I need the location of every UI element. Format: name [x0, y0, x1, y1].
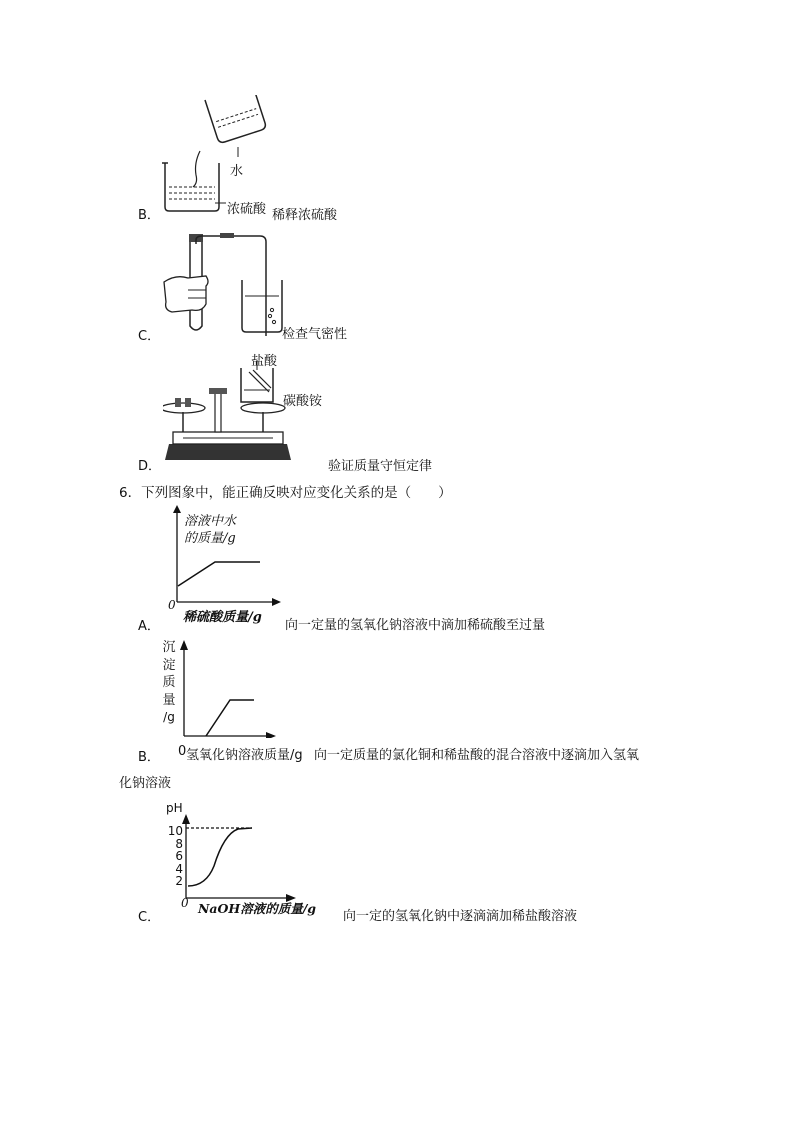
option-b-letter: B．: [138, 208, 160, 223]
caption-airtightness: 检查气密性: [282, 327, 348, 342]
graph-c-tick: 2: [175, 874, 183, 888]
label-conc-acid: 浓硫酸: [227, 202, 267, 217]
balance-illustration: [163, 360, 293, 468]
caption-option-b-line2: 化钠溶液: [119, 776, 172, 791]
graph-b-ylabel: [160, 639, 178, 727]
graph-c: [180, 810, 300, 902]
graph-c-origin: 0: [181, 896, 189, 910]
figure-c: [162, 228, 292, 336]
airtightness-illustration: [162, 228, 292, 336]
graph-b-svg: [178, 636, 278, 738]
graph-c-tick: 6: [175, 849, 183, 863]
graph-c-curve: [188, 828, 252, 886]
graph-b-x-arrow: [266, 732, 276, 738]
question-6-stem: 6．下列图象中，能正确反映对应变化关系的是（ ）: [119, 485, 452, 501]
option-b-letter-q6: B．: [138, 750, 160, 765]
caption-option-a: 向一定量的氢氧化钠溶液中滴加稀硫酸至过量: [285, 618, 546, 633]
graph-b-y-arrow: [180, 640, 188, 650]
graph-a-xlabel: 稀硫酸质量/g: [183, 610, 262, 625]
graph-b-origin: 0: [178, 744, 187, 759]
caption-dilute-acid: 稀释浓硫酸: [272, 208, 338, 223]
option-c-letter-q6: C．: [138, 910, 161, 925]
graph-c-xlabel: NaOH溶液的质量/g: [198, 901, 317, 916]
option-c-letter-top: C．: [138, 329, 161, 344]
graph-a-x-arrow: [272, 598, 281, 606]
graph-b-ylabel-char: 量: [162, 692, 176, 708]
graph-c-svg: [180, 810, 300, 902]
option-d-letter: D．: [138, 459, 162, 474]
graph-b-xlabel: 氢氧化钠溶液质量/g: [186, 748, 303, 763]
caption-mass-conservation: 验证质量守恒定律: [328, 459, 433, 474]
label-hydrochloric-acid: 盐酸: [251, 354, 278, 369]
label-water: 水: [230, 164, 244, 179]
graph-a-y-arrow: [173, 505, 181, 513]
option-a-letter: A．: [138, 619, 160, 634]
graph-c-tick: 10: [167, 824, 183, 838]
graph-a-origin: 0: [168, 598, 176, 612]
graph-c-tick: 4: [175, 861, 183, 876]
label-ammonium-carbonate: 碳酸铵: [283, 394, 323, 409]
caption-option-c: 向一定的氢氧化钠中逐滴滴加稀盐酸溶液: [343, 909, 578, 924]
graph-a-curve: [178, 562, 260, 586]
graph-b: [178, 636, 278, 738]
graph-b-curve: [206, 700, 254, 736]
graph-a-ylabel-line2: 的质量/g: [184, 531, 236, 546]
caption-option-b-line1: 向一定质量的氯化铜和稀盐酸的混合溶液中逐滴加入氢氧: [314, 748, 640, 763]
figure-d: [163, 360, 293, 468]
graph-a-ylabel-line1: 溶液中水: [184, 514, 237, 529]
graph-c-tick: 8: [175, 836, 183, 851]
graph-c-y-arrow: [182, 814, 190, 824]
graph-b-ylabel-char: 沉: [162, 640, 176, 655]
graph-b-ylabel-char: /g: [163, 710, 175, 724]
graph-b-ylabel-char: 质: [162, 675, 176, 690]
graph-c-ylabel: pH: [166, 801, 183, 815]
graph-b-ylabel-char: 淀: [162, 657, 176, 673]
